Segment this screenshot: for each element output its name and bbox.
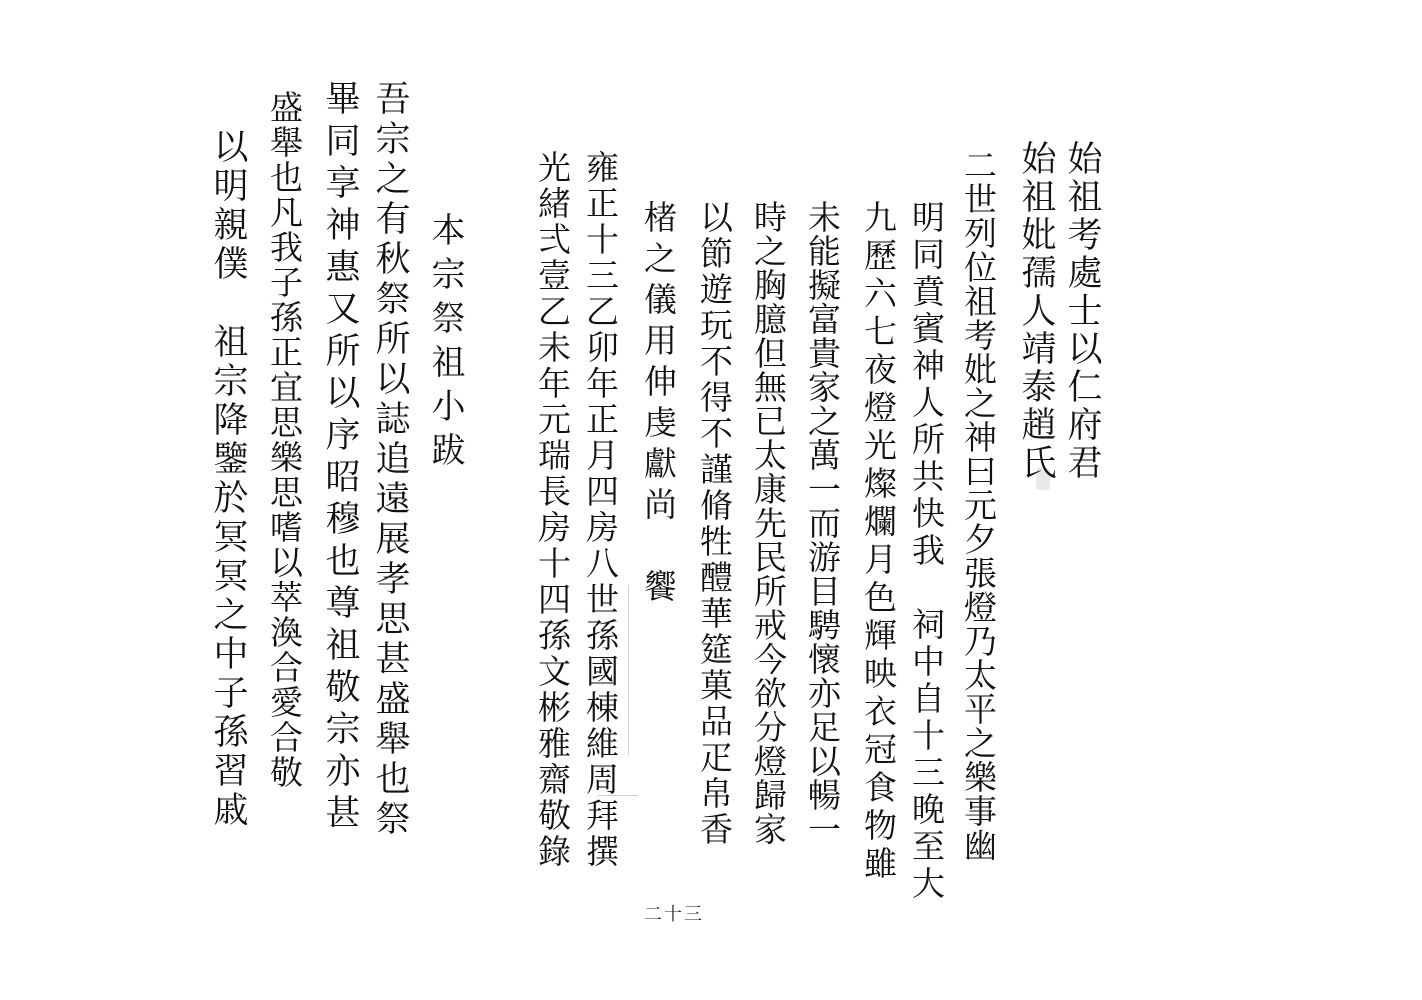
postscript-column-2: 畢同享神惠又所以序昭穆也尊祖敬宗亦甚: [320, 80, 360, 836]
signature-column-composer: 雍正十三乙卯年正月四房八世孫國棟維周拜撰: [581, 150, 620, 870]
text-column-7: 時之胸臆但無已太康先民所戒今欲分燈歸家: [749, 200, 788, 846]
text-column-5: 九歷六七夜燈光燦爛月色輝映衣冠食物雖: [859, 200, 898, 884]
signature-column-copyist: 光緒弍壹乙未年元瑞長房十四孫文彬雅齋敬錄: [533, 150, 572, 870]
scan-vertical-line: [628, 585, 629, 755]
text-column-3: 二世列位祖考妣之神曰元夕張燈乃太平之樂事幽: [959, 148, 998, 862]
text-column-1: 始祖考處士以仁府君: [1062, 140, 1102, 482]
text-column-9: 楮之儀用伸虔獻尚 饗: [639, 200, 678, 610]
text-column-4: 明同賁賓神人所共快我 祠中自十三晚至大: [907, 200, 946, 903]
postscript-column-1: 吾宗之有秋祭所以誌追遠展孝思甚盛舉也祭: [370, 80, 410, 840]
text-column-2: 始祖妣孺人靖泰趙氏: [1016, 140, 1056, 482]
page-number: 二十三: [644, 904, 704, 925]
postscript-column-3: 盛舉也凡我子孫正宜思樂思嗜以萃渙合愛合敬: [265, 90, 304, 790]
section-title: 本宗祭祖小跋: [425, 212, 465, 476]
postscript-column-4: 以明親僕 祖宗降鑒於冥冥之中子孫習戚: [208, 128, 248, 830]
text-column-6: 未能擬富貴家之萬一而游目騁懷亦足以暢一: [803, 200, 842, 846]
text-column-8: 以節遊玩不得不謹脩牲醴華筵菓品疋帛香: [695, 200, 734, 848]
